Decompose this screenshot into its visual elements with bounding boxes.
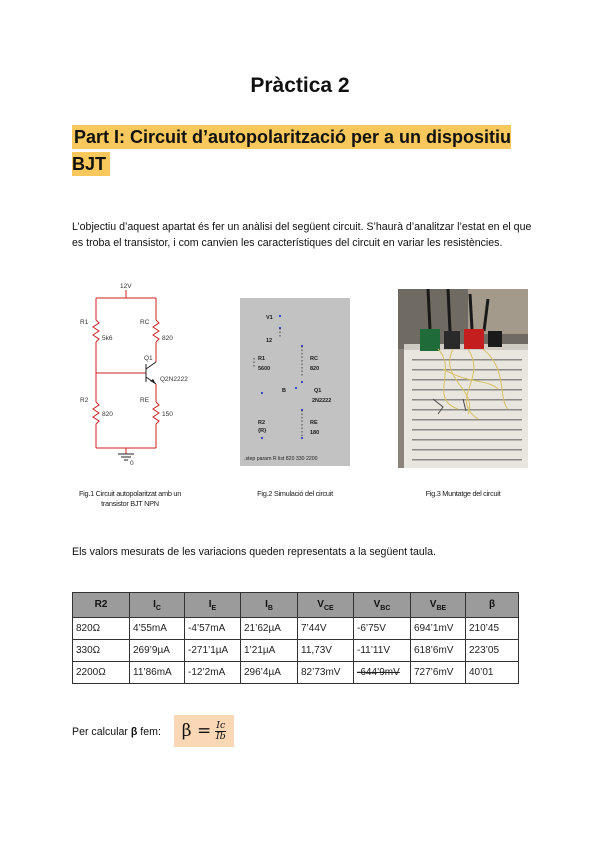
table-cell: 694’1mV bbox=[411, 618, 466, 640]
table-intro: Els valors mesurats de les variacions queden representats a la següent taula. bbox=[72, 546, 436, 558]
table-cell: 82’73mV bbox=[298, 662, 354, 684]
table-cell: 2200Ω bbox=[73, 662, 130, 684]
table-cell: 40’01 bbox=[466, 662, 519, 684]
label-r2-value: 820 bbox=[102, 411, 113, 418]
sim-label-v1-value: 12 bbox=[266, 338, 273, 344]
sim-label-q-model: 2N2222 bbox=[312, 398, 332, 404]
table-row bbox=[73, 618, 519, 640]
header-vbc: $V_{BC}$ bbox=[354, 593, 411, 618]
figure-circuit-schematic bbox=[74, 280, 204, 472]
sim-label-r2: R2 bbox=[258, 420, 266, 426]
table-cell: 7’44V bbox=[298, 618, 354, 640]
label-12v: 12V bbox=[120, 283, 132, 290]
table-cell: 296’4µA bbox=[241, 662, 298, 684]
table-cell: 1’21µA bbox=[241, 640, 298, 662]
label-rc: RC bbox=[140, 319, 150, 326]
table-cell: 618’6mV bbox=[411, 640, 466, 662]
header-r2: R2 bbox=[73, 593, 130, 618]
figure-breadboard-photo bbox=[398, 289, 528, 468]
page-title: Pràctica 2 bbox=[250, 74, 350, 97]
section-heading bbox=[72, 124, 542, 178]
table-cell: 223’05 bbox=[466, 640, 519, 662]
formula-denominator: Ib bbox=[215, 730, 226, 742]
simulation-svg bbox=[240, 298, 350, 466]
label-re-value: 150 bbox=[162, 411, 173, 418]
header-vce: $V_{CE}$ bbox=[298, 593, 354, 618]
sim-label-re-value: 180 bbox=[310, 430, 320, 436]
caption-fig1: Fig.1 Circuit autopolaritzat amb un transistor BJT NPN bbox=[78, 489, 182, 508]
label-ground: 0 bbox=[130, 460, 134, 467]
label-q1: Q1 bbox=[144, 355, 153, 362]
table-cell: -644’9mV bbox=[354, 662, 411, 684]
table-cell: 269’9µA bbox=[130, 640, 185, 662]
label-rc-value: 820 bbox=[162, 335, 173, 342]
label-r1: R1 bbox=[80, 319, 89, 326]
table-cell: 11,73V bbox=[298, 640, 354, 662]
caption-fig2: Fig.2 Simulació del circuit bbox=[257, 489, 333, 498]
header-vbe: $V_{BE}$ bbox=[411, 593, 466, 618]
table-cell: -11’11V bbox=[354, 640, 411, 662]
header-ic: $I_C$ bbox=[130, 593, 185, 618]
figure-simulation bbox=[240, 298, 350, 466]
sim-label-r1-value: 5600 bbox=[258, 366, 271, 372]
breadboard-svg bbox=[398, 289, 528, 468]
table-cell: 330Ω bbox=[73, 640, 130, 662]
sim-label-v1: V1 bbox=[266, 315, 273, 321]
caption-fig3: Fig.3 Muntatge del circuit bbox=[425, 489, 501, 498]
table-cell: 11’86mA bbox=[130, 662, 185, 684]
sim-label-b: B bbox=[282, 388, 286, 394]
sim-label-r2-value: {R} bbox=[258, 428, 267, 434]
label-re: RE bbox=[140, 397, 150, 404]
sim-label-q1: Q1 bbox=[314, 388, 322, 394]
formula-lhs: β = bbox=[181, 721, 212, 741]
beta-symbol: β bbox=[130, 726, 138, 738]
formula-numerator: Ic bbox=[216, 719, 226, 731]
label-r2: R2 bbox=[80, 397, 89, 404]
beta-sentence: Per calcular β fem: bbox=[72, 726, 161, 738]
label-r1-value: 5k6 bbox=[102, 335, 113, 342]
table-header-row bbox=[73, 593, 519, 618]
table-cell: -271’1µA bbox=[185, 640, 241, 662]
measurements-table bbox=[72, 592, 519, 684]
label-q-model: Q2N2222 bbox=[160, 376, 188, 383]
table-cell: -6’75V bbox=[354, 618, 411, 640]
formula-fraction bbox=[215, 721, 226, 742]
table-cell: -12’2mA bbox=[185, 662, 241, 684]
header-ib: $I_B$ bbox=[241, 593, 298, 618]
header-ie: $I_E$ bbox=[185, 593, 241, 618]
heading-highlight: Part I: Circuit d’autopolarització per a un dispositiu BJT bbox=[72, 127, 512, 174]
table-row bbox=[73, 662, 519, 684]
schematic-svg bbox=[74, 280, 204, 472]
table-cell: 210’45 bbox=[466, 618, 519, 640]
beta-formula bbox=[174, 715, 234, 747]
header-beta: β bbox=[466, 593, 519, 618]
sim-label-rc-value: 820 bbox=[310, 366, 320, 372]
table-cell: 820Ω bbox=[73, 618, 130, 640]
table-cell: 727’6mV bbox=[411, 662, 466, 684]
sim-label-step: .step param R list 820 330 2200 bbox=[244, 456, 318, 462]
table-cell: 21’62µA bbox=[241, 618, 298, 640]
table-row bbox=[73, 640, 519, 662]
sim-label-re: RE bbox=[310, 420, 318, 426]
intro-paragraph: L’objectiu d’aquest apartat és fer un anàlisi del següent circuit. S’haurà d’analitzar l’estat en el que es troba el transistor, i com canvien les característiques del circuit en variar les resistències. bbox=[72, 221, 532, 249]
sim-label-r1: R1 bbox=[258, 356, 266, 362]
table-cell: -4’57mA bbox=[185, 618, 241, 640]
sim-label-rc: RC bbox=[310, 356, 318, 362]
table-cell: 4’55mA bbox=[130, 618, 185, 640]
